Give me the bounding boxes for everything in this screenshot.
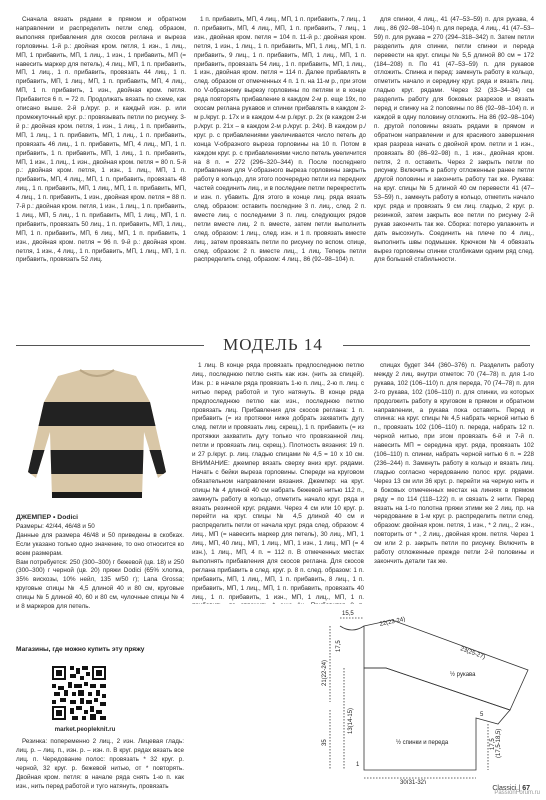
middle-column: 1 лиц. В конце ряда провязать предпоследнюю петлю лиц., последнюю петлю снять как изн. (нить за спицей). Изн. р.: в начале ряда провязать 1-ю п. лиц., 2-ю п. лиц. с нитью перед работой и туго натянуть. В конце ряда предпоследнюю петлю как изн., последнюю петлю провязать лиц. Прибавления для скосов реглана: 1 п. прибавить (= из протяжки ниже добрать захватить дугу след. петли и провязать лиц. скрещ.), 1 п. прибавить (= из протяжки захватить дугу только что провязанной лиц. петли и провязать лиц. скрещ.). Плотность вязания: 19 п. и 27 р./круг. р. лиц. гладью спицами № 4,5 = 10 х 10 см. ВНИМАНИЕ: джемпер вязать сверху вниз круг. рядами. Начать с бейки выреза горловины. Спереди на круговом обязательном направлении вязания. Джемпер: на круг. спицы № 4 длиной 40 см набрать бежевой нитью 112 п., замкнуть работу в кольцо, отметить начало круг. ряда и вязать резинкой круг. рядами. Через 4 см или 10 круг. р. перейти на круг. спицы № 4,5 длиной 40 см и распределить петли от начала круг. ряда след. образом: 4 лиц., МП (= навесить маркер для петель), 30 лиц., МП, 1 лиц., МП, 40 лиц., МП, 1 лиц., МП, 1 изн., 1 лиц., МП (= 4 изн.), 1 лиц., МП, 4 п. = 112 п. В отмеченных местах выполнять прибавления для скосов реглана. Для скосов реглана прибавить в след. круг. р. 8 п. след. образом: 1 п. прибавить, МП, 1 лиц., МП, 1 п. прибавить, 8 лиц., 1 п. прибавить, МП, 1 лиц., МП, 1 п. прибавить, провязать 40 лиц., 1 п. прибавить, 1 изн., МП, 1 лиц., МП, 1 п. bbox=[192, 362, 364, 601]
dim-22: 22(23-24) bbox=[379, 616, 406, 628]
dim-23: 23(25-27) bbox=[459, 646, 486, 661]
dim-5: 5 bbox=[480, 712, 484, 718]
top-column-3: для спинки, 4 лиц., 41 (47–53–59) п. для рукава, 4 лиц., 86 (92–98–104) п. для переда, 4 лиц., 41 (47–53–59) п. для рукава = 270 (294–318–342) п. Затем петли разделить для спинки, петли спинки и переда перевести на круг. спицы № 5,5 длиной 80 см = 172 (184–208) п. По 41 (47–53–59) п. для рукавов отложить. Спинка и перед: замкнуть работу в кольцо, отметить начало и середину круг. ряда и вязать лиц. гладью круг. рядами. Через 32 (33–34–34) см разделить работу для боковых разрезов и вязать перед и спинку на 2 половины по 86 (92–98–104) п. и каждой в одну половину отложить. На 86 (92–98–104) п. другой половины вязать рядами в прямом и обратном направлении и для красивого завершения края разреза начать с двойной кром. петли и 1 изн., провязать 80 (86–92–98) п., 1 изн., двойная кром. петля, 2 п. оставить. Через 2 закрыть петли по рисунку. Включить в работу отложенные ранее петли другой половины и закончить работу так же. Рукава: на круг. спицы № 5 длиной 40 см перевести 41 (47–53–59) п., замкнуть работу в кольцо, отметить начало круг. ряда и провязать 9 см лиц. гладью, 2 круг. р. резинкой, затем закрыть все петли по рисунку 2-й рукав закончить так же. Сборка: потерю увлажнить и дать высохнуть. Соединить на плече по 4 лиц., выполнить швы подмышек. Крючком № 4 обвязать вырез горловины спинки столбиками одним ряд след. для большей стабильности. bbox=[374, 16, 534, 264]
magazine-name: Classici bbox=[492, 785, 517, 792]
size-note: Данные для размера 46/48 и 50 приведены в скобках. Если указано только одно значение, то оно относится ко всем размерам. bbox=[16, 531, 184, 557]
page-footer: Classici | 67 bbox=[492, 785, 530, 792]
dim-17-5: 17,5 bbox=[336, 640, 342, 652]
heading-rule-right bbox=[343, 345, 530, 346]
dim-35: 35 bbox=[322, 739, 328, 746]
qr-code[interactable] bbox=[50, 664, 108, 722]
sweater-photo bbox=[18, 362, 176, 512]
shop-url[interactable]: market.peopleknit.ru bbox=[54, 726, 116, 733]
dim-21: 21(22-24) bbox=[322, 659, 328, 686]
model-heading bbox=[0, 334, 546, 356]
label-sleeve: ½ рукава bbox=[450, 672, 476, 678]
dim-side-sub: (17,5-18,5) bbox=[496, 728, 502, 758]
page-number: 67 bbox=[522, 785, 530, 792]
model-title: МОДЕЛЬ 14 bbox=[223, 335, 323, 354]
dim-15-5: 15,5 bbox=[342, 611, 354, 617]
shops-heading: Магазины, где можно купить эту пряжу bbox=[16, 646, 145, 653]
materials: Вам потребуется: 250 (300–300) г бежевой (цв. 18) и 250 (300–300) г черной (цв. 20) пряжи Dodici (65% хлопка, 35% вискозы, 10% нейл, 135 м/50 г); Lana Grossa; круговые спицы № 4,5 длиной 40 и 80 см, круговые спицы № 5 длиной 40, 60 и 80 см, чулочные спицы № 4 и 8 маркеров для петель. bbox=[16, 558, 184, 611]
label-back-front: ½ спинки и переда bbox=[396, 740, 449, 746]
pattern-schematic bbox=[300, 606, 536, 784]
left-intro bbox=[16, 514, 184, 644]
watermark: PassionForum.ru bbox=[494, 790, 540, 796]
top-column-2: 1 п. прибавить, МП, 4 лиц., МП, 1 п. прибавить, 7 лиц., 1 п. прибавить, МП, 4 лиц., МП, 1 п. прибавить, 7 лиц., 1 изн., двойная кром. петля = 104 п. 11-й р.: двойная кром. петля, 1 изн., 1 лиц., 1 п. прибавить, МП, 1 лиц., МП, 1 п. прибавить, 9 лиц., 1 п. прибавить, МП, 1 лиц., МП, 1 п. прибавить, провязать 54 лиц., 1 п. прибавить, МП, 1 лиц., 1 изн., двойная кром. петля = 114 п. Далее прибавлять в след. образом от отмеченных 4 п. 1 п. на 11-м р., при этом по V-образному вырезу горловины по петлям и в конце ряда повторять прибавление в каждом 2-м р. еще 19х, по скосам реглана рукавов и спинки прибавлять в каждом 2-м р./круг. р. 17х и в каждом 4-м р./круг. р. 2х (в каждом 2-м р./круг. р. 21х – в каждом 2-м р./круг. р. 24х). В каждом р./круг. р. с прибавлениями увеличивается число петель до конца V-образного выреза горловины на 10 п. Потом в каждом круг. р. с прибавлениями число петель увеличится на 8 п. = 272 (296–320–344) п. После последнего прибавления для V-образного выреза горловины закрыть работу в кольцо, для этого поочередно петли из передних частей соединить лиц., и в последние петли перекрестить и изн. п. убавить. Для этого в конце лиц. ряда вязать след. образом: оставить последние 3 п. лиц., след. 2 п. вместе лиц. с последними 3 п. лиц. следующих рядов петли вместе лиц. 2 п. вместе, затем петли выполнить след. образом: 1 лиц., след. изн. и 1 п. провязать вместе лиц., затем провязать петли по рисунку по вспом. спице, след. образом: 2 п. вместе лиц., 1 лиц. Теперь петли распределить след. образом: 4 лиц., 86 (92–98–104) п. bbox=[194, 16, 366, 264]
sizes: Размеры: 42/44, 46/48 и 50 bbox=[16, 522, 95, 530]
dim-side: 17,5 bbox=[490, 738, 496, 750]
dim-30: 30(31-32) bbox=[400, 780, 427, 784]
dim-1: 1 bbox=[356, 762, 360, 768]
dim-13: 13(14-15) bbox=[348, 707, 354, 734]
left-techniques: Резинка: попеременно 2 лиц., 2 изн. Лицевая гладь: лиц. р. – лиц. п., изн. р. – изн. п. В круг. рядах вязать все лиц. п. Чередование полос: провязать * 32 круг. р. черной, 32 круг. р. бежевой нитью, от * повторять. Двойная кром. петля: в начале ряда снять 1-ю п. как изн., нить перед работой и туго натянуть, провязать bbox=[16, 738, 184, 790]
top-column-1: Сначала вязать рядами в прямом и обратном направлении и распределить петли след. образом, выполняя прибавления для скосов реглана и выреза горловины. 1-й р.: двойная кром. петля, 1 изн., 1 лиц., МП, 1 прибавить, МП, 1 лиц., 1 изн., 1 прибавить, МП (= навесить маркер для петель), 4 лиц., МП, 1 п. прибавить, МП, 1 лиц., 1 п. прибавить, провязать 44 лиц., 1 п. прибавить, МП, 1 лиц., МП, 1 п. прибавить, МП, 4 лиц., МП, 1 п. прибавить, 1 изн., двойная кром. петля. Прибавится 6 п. = 72 п. Продолжать вязать по схеме, как описано выше. 2-й р./круг. р. и каждый изн. р. или промежуточный круг. р.: провязывать петли по рисунку. 3-й р.: двойная кром. петля, 1 изн., 1 лиц., 1 п. прибавить, МП, 1 лиц., 1 п. прибавить, МП, 1 лиц., 1 п. прибавить, провязать 46 лиц., 1 п. прибавить, МП, 4 лиц., МП, 1 п. прибавить, 1 п. прибавить, МП, 1 лиц., 1 п. прибавить, МП, 1 изн., 1 лиц., 1 изн., двойная кром. петля = 80 п. 5-й р.: двойная кром. петля, 1 изн., 1 лиц., МП, 1 п. прибавить, МП, 4 лиц., МП, 1 п. прибавить, провязать 48 лиц., 1 п. прибавить, МП, 1 лиц., МП, 1 п. прибавить, МП, 4 лиц., 1 п. прибавить, 1 изн., двойная кром. петля = 88 п. 7-й р.: двойная кром. петля, 1 изн., 1 лиц., 1 п. прибавить, 1 лиц., МП, 5 лиц., 1 п. прибавить, МП, 1 лиц., МП, 1 п. прибавить, провязать 50 лиц., 1 п. прибавить, МП, 1 лиц., МП, 1 п. прибавить, МП, 6 лиц., МП, 1 п. прибавить, 1 изн., двойная кром. петля = 96 п. 9-й р.: двойная кром. петля, 1 изн., 4 лиц., 1 п. прибавить, МП, 1 лиц., МП, 1 п. прибавить, провязать 52 лиц. bbox=[16, 16, 186, 264]
right-column: спицах будет 344 (360–376) п. Разделить работу между 2 лиц. внутри отметок: 70 (74–78) п. для 1-го рукава, 102 (106–110) п. для переда, 70 (74–78) п. для 2-го рукава, 102 (106–110) п. для спинки, из которых продолжить работу в круговом в прямом и обратном направлении, а рукава пока оставить. Перед и спинка: на круг. спицы № 4,5 набрать черной нитью 6 п., провязать 102 (106–110) п. переда, набрать 12 п. черной нитью, при этом провязать 6-й и 7-й п. навесить МП = середина круг. ряда, провязать 102 (106–110) п. спинки, набрать черной нитью 6 п. = 228 (236–244) п. Замкнуть работу в кольцо и вязать лиц. гладью согласно чередованию полос круг. рядами. Через 13 см или 36 круг. р. перейти на черную нить и в боковых отмеченных местах на линиях в прямом ряду = по 114 (118–122) п. и связать 2 нити. Перед вязать на 1-го полотна пряжи этими же 2 лиц. пр. на чередование в 1-м круг. р. распределить петли след. образом: двойная кром. петля, 1 изн., * 2 лиц., 2 изн., повторить от * , 2 лиц., двойная кром. петля. Через 1 см или 2 р. закрыть петли по рисунку. Включить в работу отложенные прежде петли 2-й половины и закончить детали так же. bbox=[374, 362, 534, 565]
model-name: ДЖЕМПЕР • Dodici bbox=[16, 514, 79, 521]
heading-rule-left bbox=[16, 345, 204, 346]
